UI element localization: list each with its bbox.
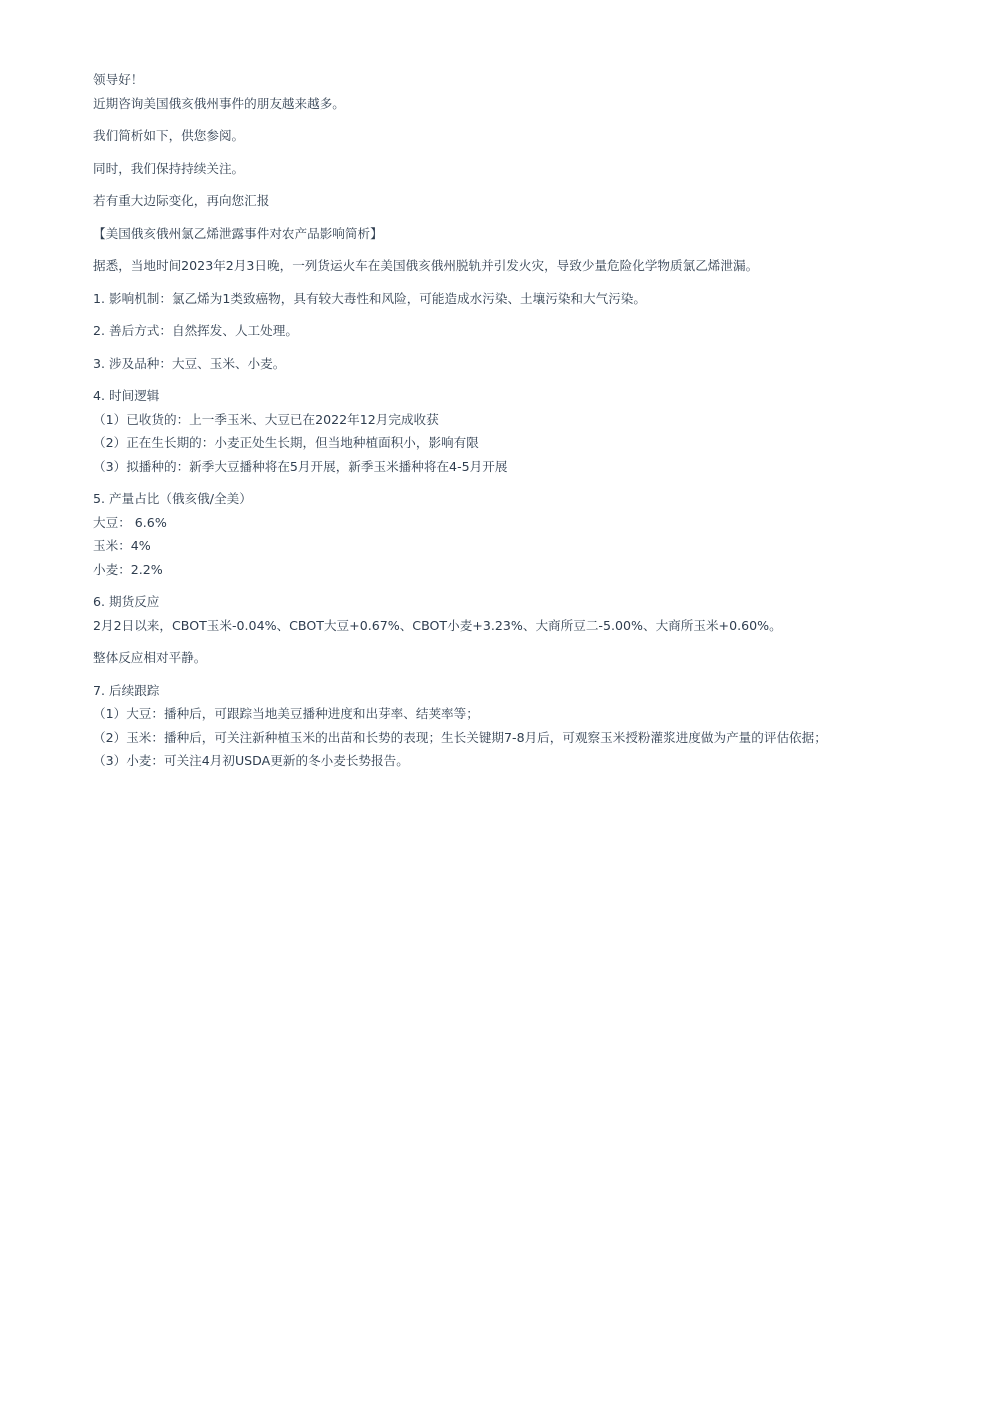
section-heading: 4. 时间逻辑 xyxy=(93,388,160,403)
follow-line: 同时，我们保持持续关注。 xyxy=(93,160,245,176)
section-heading: 7. 后续跟踪 xyxy=(93,682,160,698)
section-futures-reaction xyxy=(93,590,943,670)
list-item: （2）正在生长期的：小麦正处生长期，但当地种植面积小，影响有限 xyxy=(93,435,479,450)
section-time-logic xyxy=(93,384,943,478)
futures-summary: 整体反应相对平静。 xyxy=(93,650,207,665)
list-item: 玉米：4% xyxy=(93,538,151,553)
section-follow-up xyxy=(93,679,943,773)
list-item: 大豆： 6.6% xyxy=(93,514,167,530)
report-line: 若有重大边际变化，再向您汇报 xyxy=(93,193,270,208)
brief-line: 我们简析如下，供您参阅。 xyxy=(93,128,245,143)
list-item: （3）小麦：可关注4月初USDA更新的冬小麦长势报告。 xyxy=(93,753,409,768)
section-production-share xyxy=(93,487,943,581)
futures-detail: 2月2日以来，CBOT玉米-0.04%、CBOT大豆+0.67%、CBOT小麦+3.23%、大商所豆二-5.00%、大商所玉米+0.60%。 xyxy=(93,617,782,633)
section-heading: 6. 期货反应 xyxy=(93,594,160,609)
list-item: （1）已收货的：上一季玉米、大豆已在2022年12月完成收获 xyxy=(93,411,439,427)
document-body xyxy=(93,68,943,773)
background-paragraph: 据悉，当地时间2023年2月3日晚，一列货运火车在美国俄亥俄州脱轨并引发火灾，导致少量危险化学物质氯乙烯泄漏。 xyxy=(93,258,759,273)
list-item: （2）玉米：播种后，可关注新种植玉米的出苗和长势的表现；生长关键期7-8月后，可观察玉米授粉灌浆进度做为产量的评估依据； xyxy=(93,729,827,745)
list-item: （3）拟播种的：新季大豆播种将在5月开展，新季玉米播种将在4-5月开展 xyxy=(93,458,508,474)
section-impact-mechanism: 1. 影响机制：氯乙烯为1类致癌物，具有较大毒性和风险，可能造成水污染、土壤污染和大气污染。 xyxy=(93,290,646,306)
intro-line: 近期咨询美国俄亥俄州事件的朋友越来越多。 xyxy=(93,95,345,111)
section-aftermath: 2. 善后方式：自然挥发、人工处理。 xyxy=(93,323,298,338)
section-varieties: 3. 涉及品种：大豆、玉米、小麦。 xyxy=(93,355,286,371)
list-item: （1）大豆：播种后，可跟踪当地美豆播种进度和出芽率、结荚率等； xyxy=(93,706,479,721)
list-item: 小麦：2.2% xyxy=(93,561,163,577)
section-heading: 5. 产量占比（俄亥俄/全美） xyxy=(93,491,252,506)
report-title: 【美国俄亥俄州氯乙烯泄露事件对农产品影响简析】 xyxy=(93,225,383,241)
greeting: 领导好！ xyxy=(93,72,144,87)
